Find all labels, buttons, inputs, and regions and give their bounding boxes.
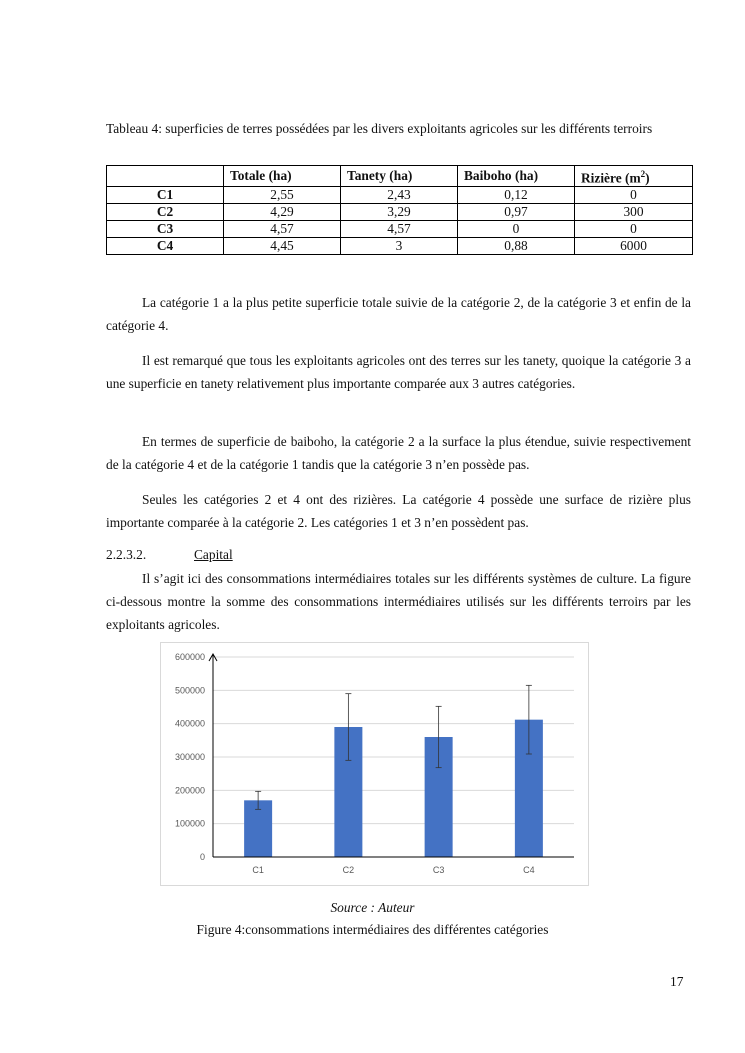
figure-source: Source : Auteur xyxy=(330,900,415,915)
section-title: Capital xyxy=(194,547,233,562)
cell-tanety: 3,29 xyxy=(341,204,458,221)
cell-totale: 4,29 xyxy=(224,204,341,221)
cell-riziere: 0 xyxy=(575,187,693,204)
cell-tanety: 2,43 xyxy=(341,187,458,204)
table-header-riziere: Rizière $(m^2)$ xyxy=(575,166,693,187)
row-label: C4 xyxy=(107,238,224,255)
y-tick-label: 600000 xyxy=(174,652,205,662)
cell-baiboho: 0,88 xyxy=(458,238,575,255)
land-area-table xyxy=(106,165,693,255)
table-row xyxy=(107,238,693,255)
y-tick-label: 0 xyxy=(199,852,205,862)
y-tick-label: 500000 xyxy=(174,685,205,696)
cell-baiboho: 0,12 xyxy=(458,187,575,204)
bar-chart xyxy=(161,643,588,885)
cell-totale: 4,45 xyxy=(224,238,341,255)
section-number: 2.2.3.2. xyxy=(106,547,147,562)
table-header-baiboho: Baiboho (ha) xyxy=(458,166,575,187)
table-row xyxy=(107,221,693,238)
figure-caption: Figure 4:consommations intermédiaires des différentes catégories xyxy=(196,922,549,937)
row-label: C3 xyxy=(107,221,224,238)
table-row xyxy=(107,187,693,204)
x-tick-label: C2 xyxy=(342,865,355,875)
cell-riziere: 6000 xyxy=(575,238,693,255)
cell-tanety: 4,57 xyxy=(341,221,458,238)
table-caption: Tableau 4: superficies de terres possédées par les divers exploitants agricoles sur les différents terroirs xyxy=(106,121,653,136)
paragraph-3: En termes de superficie de baiboho, la catégorie 2 a la surface la plus étendue, suivie respectivement de la catégorie 4 et de la catégorie 1 tandis que la catégorie 3 n’en possède pas. xyxy=(106,434,691,472)
paragraph-1: La catégorie 1 a la plus petite superficie totale suivie de la catégorie 2, de la catégorie 3 et enfin de la catégorie 4. xyxy=(106,295,691,333)
cell-riziere: 0 xyxy=(575,221,693,238)
paragraph-2: Il est remarqué que tous les exploitants agricoles ont des terres sur les tanety, quoique la catégorie 3 a une superficie en tanety relativement plus importante comparée aux 3 autres catégories. xyxy=(106,353,691,391)
cell-tanety: 3 xyxy=(341,238,458,255)
row-label: C2 xyxy=(107,204,224,221)
cell-baiboho: 0,97 xyxy=(458,204,575,221)
table-header-totale: Totale (ha) xyxy=(224,166,341,187)
table-row xyxy=(107,204,693,221)
x-tick-label: C4 xyxy=(523,865,535,875)
cell-baiboho: 0 xyxy=(458,221,575,238)
y-tick-label: 100000 xyxy=(174,818,205,829)
row-label: C1 xyxy=(107,187,224,204)
cell-riziere: 300 xyxy=(575,204,693,221)
section-heading xyxy=(106,545,233,565)
chart-container xyxy=(160,642,589,886)
section-paragraph: Il s’agit ici des consommations intermédiaires totales sur les différents systèmes de culture. La figure ci-dessous montre la somme des consommations intermédiaires utilisés sur les différents terroirs par les exploitants agricoles. xyxy=(106,571,691,632)
table-header-row xyxy=(107,166,693,187)
cell-totale: 4,57 xyxy=(224,221,341,238)
page-number: 17 xyxy=(670,974,684,989)
paragraph-4: Seules les catégories 2 et 4 ont des rizières. La catégorie 4 possède une surface de rizière plus importante comparée à la catégorie 2. Les catégories 1 et 3 n’en possèdent pas. xyxy=(106,492,691,530)
cell-totale: 2,55 xyxy=(224,187,341,204)
y-tick-label: 200000 xyxy=(174,785,205,796)
table-header-tanety: Tanety (ha) xyxy=(341,166,458,187)
y-tick-label: 300000 xyxy=(174,752,205,762)
table-header-empty xyxy=(107,166,224,187)
x-tick-label: C3 xyxy=(432,865,445,875)
y-tick-label: 400000 xyxy=(174,718,205,729)
x-tick-label: C1 xyxy=(252,865,264,875)
